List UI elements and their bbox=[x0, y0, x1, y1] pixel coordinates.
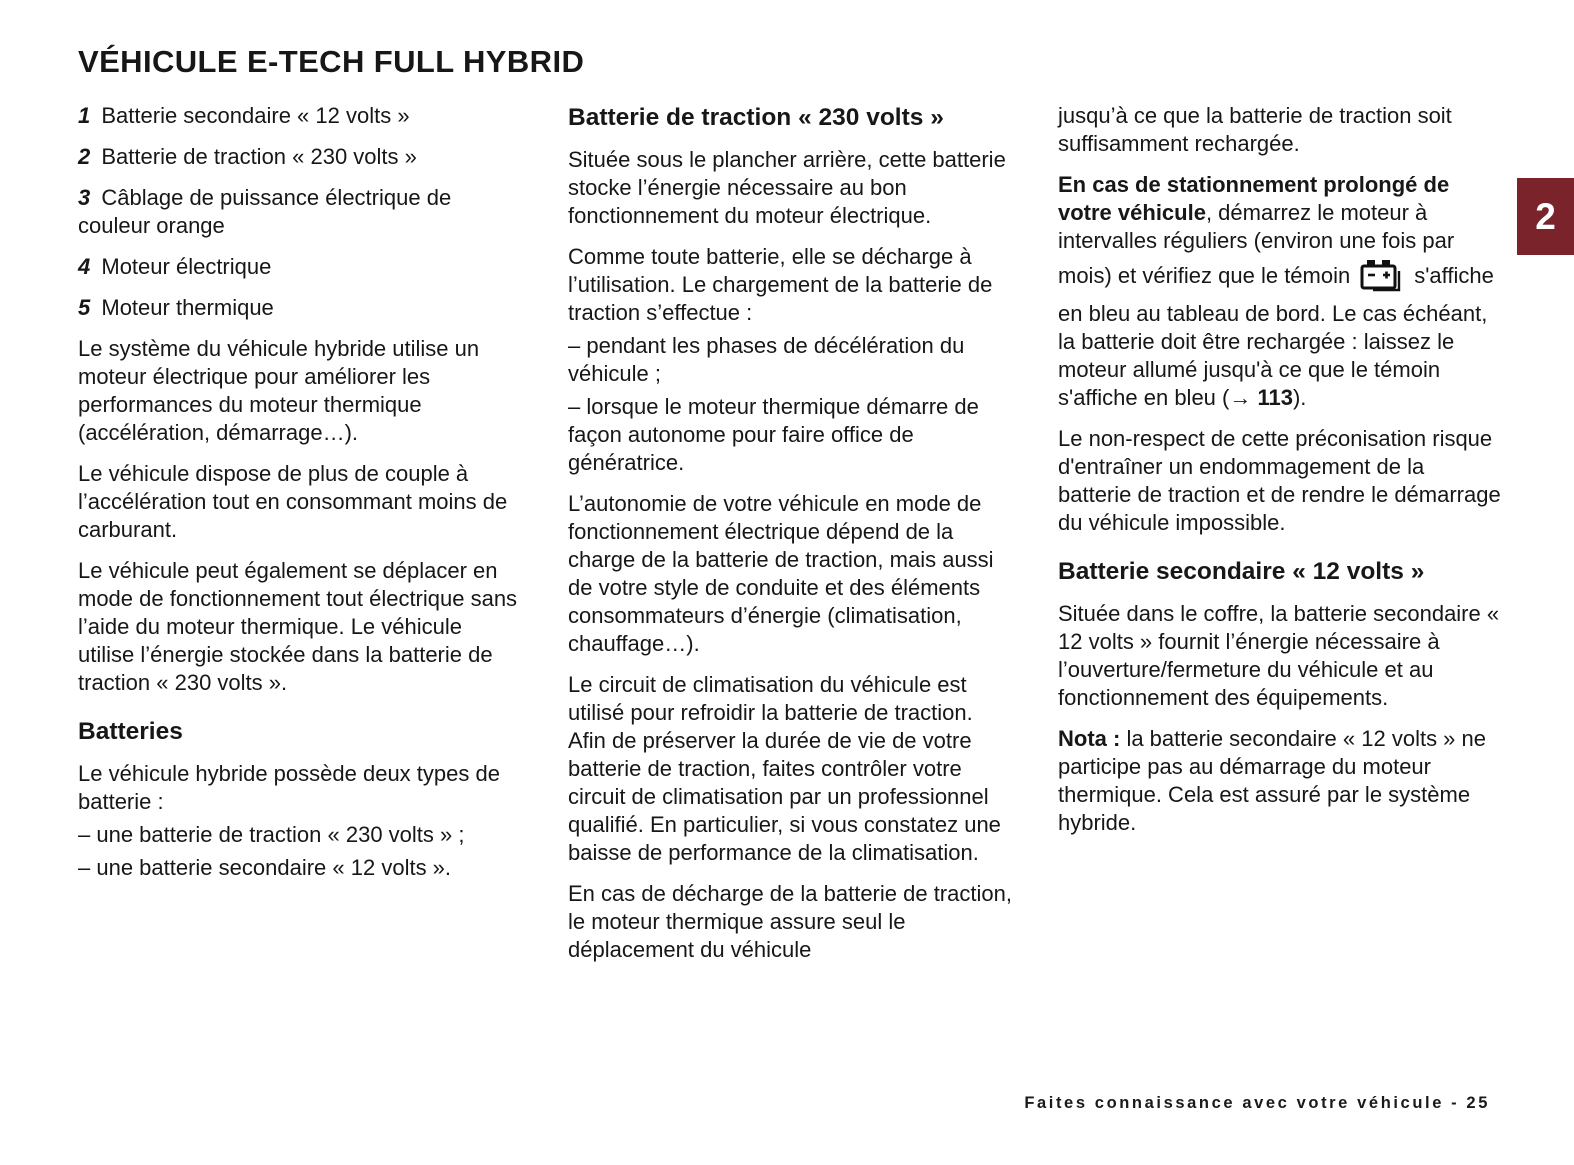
content-columns bbox=[78, 102, 1502, 977]
paragraph: Le non-respect de cette préconisation risque d'entraîner un endommagement de la batterie de traction et de rendre le démarrage du véhicule impossible. bbox=[1058, 426, 1501, 535]
page-title: VÉHICULE E-TECH FULL HYBRID bbox=[78, 44, 585, 79]
paragraph: Située dans le coffre, la batterie secondaire « 12 volts » fournit l’énergie nécessaire à l’ouverture/fermeture du véhicule et au fonctionnement des équipements. bbox=[1058, 601, 1500, 710]
legend-item-2 bbox=[78, 143, 522, 171]
bold-text: En cas de stationnement prolongé de votre véhicule bbox=[1058, 172, 1450, 225]
legend-number: 4 bbox=[78, 254, 91, 279]
page-footer: Faites connaissance avec votre véhicule - 25 bbox=[1024, 1094, 1490, 1112]
paragraph: Le véhicule hybride possède deux types de batterie : bbox=[78, 761, 500, 814]
battery-charge-icon bbox=[1359, 255, 1405, 300]
legend-number: 2 bbox=[78, 144, 91, 169]
bullet-item: – lorsque le moteur thermique démarre de façon autonome pour faire office de génératrice. bbox=[568, 394, 979, 475]
legend-item-1 bbox=[78, 102, 522, 130]
chapter-tab: 2 bbox=[1517, 178, 1574, 255]
paragraph-with-telltale bbox=[1058, 171, 1502, 412]
legend-text: Batterie secondaire « 12 volts » bbox=[101, 103, 410, 128]
paragraph-nota bbox=[1058, 725, 1502, 837]
paragraph: En cas de décharge de la batterie de traction, le moteur thermique assure seul le déplacement du véhicule bbox=[568, 881, 1012, 962]
text: , démarrez le moteur à intervalles réguliers (environ une fois par mois) et vérifiez que le témoin bbox=[1058, 200, 1455, 288]
paragraph: jusqu’à ce que la batterie de traction soit suffisamment rechargée. bbox=[1058, 103, 1452, 156]
legend-text: Moteur électrique bbox=[101, 254, 272, 279]
bullet-item: – pendant les phases de décélération du véhicule ; bbox=[568, 333, 965, 386]
legend-item-3 bbox=[78, 184, 522, 240]
section-heading-traction-battery: Batterie de traction « 230 volts » bbox=[568, 104, 944, 131]
legend-number: 3 bbox=[78, 185, 91, 210]
legend-number: 5 bbox=[78, 295, 91, 320]
text: ). bbox=[1292, 385, 1307, 410]
section-heading-batteries: Batteries bbox=[78, 718, 183, 745]
legend-text: Batterie de traction « 230 volts » bbox=[101, 144, 417, 169]
section-heading-secondary-battery: Batterie secondaire « 12 volts » bbox=[1058, 558, 1425, 585]
column-right bbox=[1058, 102, 1502, 977]
text: s'affiche en bleu au tableau de bord. Le cas échéant, la batterie doit être rechargée : laissez le moteur allumé jusqu'à ce que le témoin s'affiche en bleu ( bbox=[1058, 263, 1494, 410]
text: la batterie secondaire « 12 volts » ne participe pas au démarrage du moteur thermique. Cela est assuré par le système hybride. bbox=[1058, 726, 1487, 835]
paragraph: Le véhicule peut également se déplacer en mode de fonctionnement tout électrique sans l’aide du moteur thermique. Le véhicule utilise l’énergie stockée dans la batterie de traction « 230 volts ». bbox=[78, 558, 518, 695]
nota-label: Nota : bbox=[1058, 726, 1121, 751]
paragraph: Le véhicule dispose de plus de couple à l’accélération tout en consommant moins de carburant. bbox=[78, 461, 508, 542]
legend-item-4 bbox=[78, 253, 522, 281]
paragraph: Le circuit de climatisation du véhicule est utilisé pour refroidir la batterie de traction. Afin de préserver la durée de vie de votre batterie de traction, faites contrôler votre circuit de climatisation par un professionnel qualifié. En particulier, si vous constatez une baisse de performance de la climatisation. bbox=[568, 672, 1001, 865]
column-left bbox=[78, 102, 522, 977]
paragraph: Comme toute batterie, elle se décharge à l’utilisation. Le chargement de la batterie de traction s’effectue : bbox=[568, 244, 993, 325]
legend-number: 1 bbox=[78, 103, 91, 128]
legend-item-5 bbox=[78, 294, 522, 322]
column-middle bbox=[568, 102, 1012, 977]
paragraph: Le système du véhicule hybride utilise un moteur électrique pour améliorer les performances du moteur thermique (accélération, démarrage…). bbox=[78, 336, 480, 445]
paragraph: Située sous le plancher arrière, cette batterie stocke l’énergie nécessaire au bon fonctionnement du moteur électrique. bbox=[568, 147, 1006, 228]
legend-text: Câblage de puissance électrique de couleur orange bbox=[78, 185, 452, 238]
legend-text: Moteur thermique bbox=[101, 295, 274, 320]
page-reference: → 113 bbox=[1229, 385, 1293, 410]
bullet-item: – une batterie secondaire « 12 volts ». bbox=[78, 855, 452, 880]
bullet-item: – une batterie de traction « 230 volts » ; bbox=[78, 822, 465, 847]
paragraph: L’autonomie de votre véhicule en mode de fonctionnement électrique dépend de la charge de la batterie de traction, mais aussi de votre style de conduite et des éléments consommateurs d’énergie (climatisation, chauffage…). bbox=[568, 491, 994, 656]
